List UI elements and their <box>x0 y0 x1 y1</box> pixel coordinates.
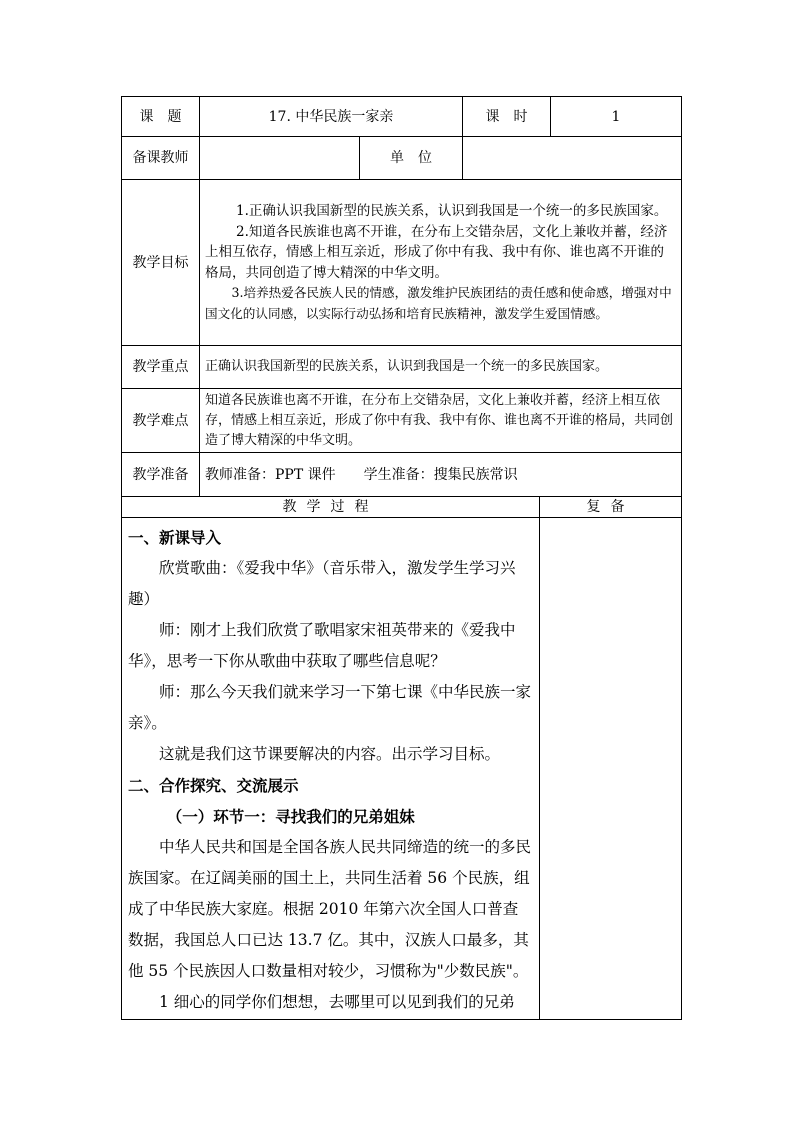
objectives-content <box>200 180 682 346</box>
lesson-plan-table <box>121 96 682 497</box>
preparation-text: 教师准备：PPT 课件 学生准备：搜集民族常识 <box>200 453 682 497</box>
hours-value: 1 <box>551 97 682 137</box>
section-title: 二、合作探究、交流展示 <box>128 776 299 795</box>
process-paragraph: 中华人民共和国是全国各族人民共同缔造的统一的多民族国家。在辽阔美丽的国土上，共同生活着 56 个民族，组成了中华民族大家庭。根据 2010 年第六次全国人口普查数据，我国总人口已达 13.7 亿。其中，汉族人口最多，其他 55 个民族因人口数量相对较少，习惯称为"少数民族"。 <box>128 838 532 980</box>
objective-item: 2.知道各民族谁也离不开谁，在分布上交错杂居，文化上兼收并蓄，经济上相互依存，情感上相互亲近，形成了你中有我、我中有你、谁也离不开谁的格局，共同创造了博大精深的中华文明。 <box>205 223 668 281</box>
objective-item: 3.培养热爱各民族人民的情感，激发维护民族团结的责任感和使命感，增强对中国文化的认同感，以实际行动弘扬和培育民族精神，激发学生爱国情感。 <box>205 285 672 321</box>
topic-value: 17. 中华民族一家亲 <box>200 97 463 137</box>
teacher-value <box>200 137 360 180</box>
difficulties-text: 知道各民族谁也离不开谁，在分布上交错杂居，文化上兼收并蓄，经济上相互依存，情感上相互亲近，形成了你中有我、我中有你、谁也离不开谁的格局，共同创造了博大精深的中华文明。 <box>200 389 682 453</box>
lesson-plan-sheet <box>121 96 681 1020</box>
process-paragraph: 欣赏歌曲：《爱我中华》（音乐带入，激发学生学习兴趣） <box>128 559 516 608</box>
process-paragraph: 1 细心的同学你们想想，去哪里可以见到我们的兄弟 <box>159 993 515 1011</box>
process-header: 教学过程 <box>122 497 540 518</box>
key-points-text: 正确认识我国新型的民族关系，认识到我国是一个统一的多民族国家。 <box>200 346 682 389</box>
process-paragraph: 这就是我们这节课要解决的内容。出示学习目标。 <box>159 745 501 763</box>
process-paragraph: 师：刚才上我们欣赏了歌唱家宋祖英带来的《爱我中华》，思考一下你从歌曲中获取了哪些信息呢？ <box>128 621 516 670</box>
topic-label: 课 题 <box>122 97 200 137</box>
section-title: 一、新课导入 <box>128 528 222 547</box>
notes-column <box>540 518 682 1020</box>
unit-value <box>463 137 682 180</box>
process-table <box>121 496 682 1020</box>
process-paragraph: 师：那么今天我们就来学习一下第七课《中华民族一家亲》。 <box>128 683 532 732</box>
hours-label: 课 时 <box>463 97 551 137</box>
objective-item: 1.正确认识我国新型的民族关系，认识到我国是一个统一的多民族国家。 <box>236 203 668 219</box>
preparation-label: 教学准备 <box>122 453 200 497</box>
subsection-title: （一）环节一：寻找我们的兄弟姐妹 <box>166 807 415 826</box>
objectives-label: 教学目标 <box>122 180 200 346</box>
key-points-label: 教学重点 <box>122 346 200 389</box>
unit-label: 单 位 <box>360 137 463 180</box>
process-content <box>122 518 540 1020</box>
difficulties-label: 教学难点 <box>122 389 200 453</box>
teacher-label: 备课教师 <box>122 137 200 180</box>
notes-header: 复备 <box>540 497 682 518</box>
